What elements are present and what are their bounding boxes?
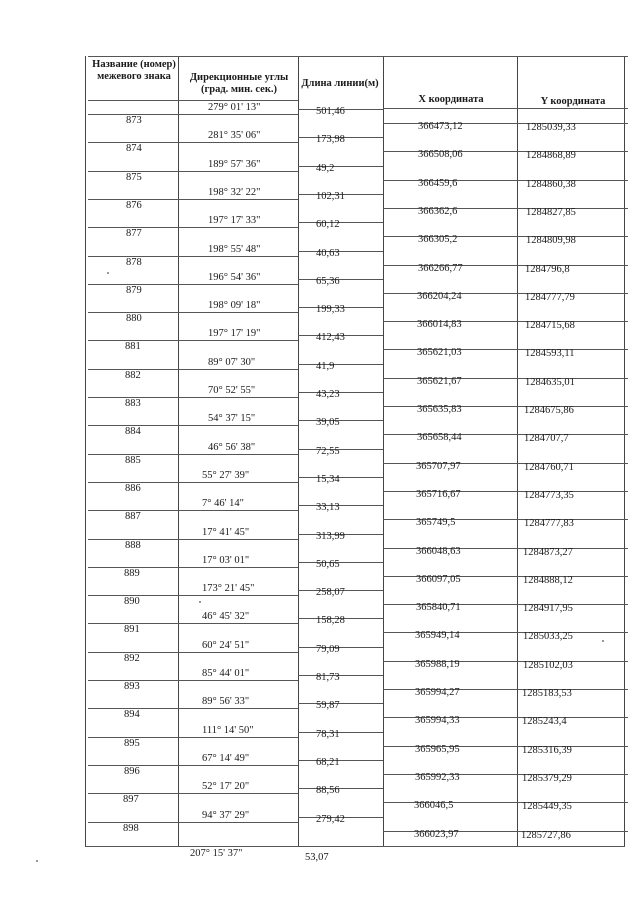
line-length-cell: 68,21: [316, 756, 340, 768]
table-row-rule-left: [88, 510, 298, 511]
point-name-cell: 891: [124, 624, 140, 636]
x-coordinate-cell: 365949,14: [415, 630, 460, 642]
line-length-cell: 60,12: [316, 219, 340, 231]
direction-angle-cell: 197° 17' 19": [208, 328, 261, 340]
line-length-cell: 43,23: [316, 389, 340, 400]
line-length-cell: 49,2: [316, 162, 335, 174]
table-row-rule-left: [88, 539, 298, 540]
point-name-cell: 879: [126, 284, 142, 296]
direction-angle-cell: 54° 37' 15": [208, 413, 256, 425]
table-border-vertical: [298, 56, 299, 846]
line-length-cell: 88,56: [316, 785, 340, 797]
point-name-cell: 881: [125, 341, 141, 353]
point-name-cell: 888: [125, 539, 141, 551]
table-row-rule-left: [88, 567, 298, 568]
y-coordinate-cell: 1285727,86: [521, 829, 571, 841]
y-coordinate-cell: 1284707,7: [524, 433, 569, 445]
point-name-cell: 889: [124, 567, 140, 579]
table-row-rule-left: [88, 454, 298, 455]
table-row-rule-left: [88, 171, 298, 172]
x-coordinate-cell: 366459,6: [418, 177, 458, 189]
line-length-cell: 313,99: [316, 530, 345, 542]
direction-angle-cell: 70° 52' 55": [208, 385, 256, 396]
table-row-rule-mid: [298, 703, 383, 704]
point-name-cell: 877: [126, 228, 142, 240]
direction-angle-cell: 173° 21' 45": [202, 583, 255, 595]
y-coordinate-cell: 1284809,98: [526, 235, 576, 247]
header-rule-left: [88, 100, 298, 101]
direction-angle-cell: 46° 45' 32": [202, 611, 250, 623]
x-coordinate-cell: 365965,95: [415, 743, 460, 755]
line-length-cell: 41,9: [316, 360, 335, 372]
direction-angle-cell: 67° 14' 49": [202, 752, 250, 764]
table-row-rule-left: [88, 142, 298, 143]
scan-speck: [602, 640, 604, 642]
direction-angle-cell: 111° 14' 50": [202, 724, 254, 736]
x-coordinate-cell: 365994,33: [415, 715, 460, 727]
point-name-cell: 886: [125, 482, 141, 494]
line-length-cell: 102,31: [316, 190, 345, 202]
direction-angle-cell: 60° 24' 51": [202, 639, 250, 651]
table-row-rule-left: [88, 114, 298, 115]
direction-angle-cell: 198° 55' 48": [208, 243, 261, 255]
y-coordinate-cell: 1284715,68: [525, 320, 575, 332]
y-coordinate-cell: 1284593,11: [525, 348, 575, 360]
line-length-cell: 78,31: [316, 728, 340, 740]
header-angle: Дирекционные углы (град. мин. сек.): [189, 72, 289, 95]
point-name-cell: 874: [126, 143, 142, 155]
point-name-cell: 894: [124, 709, 140, 721]
header-rule-right: [383, 108, 628, 109]
table-row-rule-mid: [298, 647, 383, 648]
table-row-rule-left: [88, 793, 298, 794]
line-length-cell: 199,33: [316, 304, 345, 316]
line-length-cell: 158,28: [316, 615, 345, 627]
y-coordinate-cell: 1285316,39: [522, 744, 572, 756]
direction-angle-cell: 197° 17' 33": [208, 215, 261, 227]
direction-angle-cell: 189° 57' 36": [208, 158, 261, 170]
x-coordinate-cell: 366097,05: [416, 573, 461, 585]
table-border-vertical: [178, 56, 179, 846]
x-coordinate-cell: 366023,97: [414, 828, 459, 840]
direction-angle-cell: 279° 01' 13": [208, 102, 261, 113]
table-row-rule-left: [88, 708, 298, 709]
point-name-cell: 890: [124, 596, 140, 608]
direction-angle-cell: 7° 46' 14": [202, 498, 244, 510]
line-length-cell: 81,73: [316, 672, 340, 683]
table-row-rule-mid: [298, 251, 383, 252]
scan-speck: [199, 601, 201, 603]
y-coordinate-cell: 1284796,8: [525, 263, 570, 275]
table-border-vertical: [624, 56, 625, 846]
y-coordinate-cell: 1284873,27: [523, 546, 573, 558]
table-border-vertical: [85, 56, 86, 846]
table-row-rule-mid: [298, 222, 383, 223]
table-row-rule-mid: [298, 392, 383, 393]
table-row-rule-left: [88, 369, 298, 370]
y-coordinate-cell: 1284917,95: [523, 603, 573, 615]
x-coordinate-cell: 365840,71: [416, 602, 461, 614]
table-row-rule-left: [88, 680, 298, 681]
table-row-rule-left: [88, 623, 298, 624]
y-coordinate-cell: 1285243,4: [522, 716, 567, 728]
x-coordinate-cell: 366266,77: [418, 262, 463, 274]
point-name-cell: 892: [124, 652, 140, 664]
y-coordinate-cell: 1284777,83: [524, 518, 574, 530]
direction-angle-cell: 89° 07' 30": [208, 356, 256, 368]
line-length-cell: 501,46: [316, 106, 345, 117]
direction-angle-cell: 55° 27' 39": [202, 469, 250, 481]
x-coordinate-cell: 366362,6: [418, 205, 458, 217]
y-coordinate-cell: 1284760,71: [524, 461, 574, 473]
direction-angle-cell: 89° 56' 33": [202, 696, 250, 708]
y-coordinate-cell: 1284888,12: [523, 574, 573, 586]
line-length-cell: 53,07: [305, 851, 329, 863]
x-coordinate-cell: 365992,33: [415, 771, 460, 783]
table-row-rule-left: [88, 397, 298, 398]
header-length: Длина линии(м): [301, 78, 379, 89]
table-row-rule-mid: [298, 364, 383, 365]
table-row-rule-mid: [298, 675, 383, 676]
table-row-rule-mid: [298, 166, 383, 167]
table-row-rule-mid: [298, 420, 383, 421]
y-coordinate-cell: 1285102,03: [523, 659, 573, 671]
direction-angle-cell: 198° 09' 18": [208, 300, 261, 312]
x-coordinate-cell: 365658,44: [417, 432, 462, 444]
x-coordinate-cell: 365988,19: [415, 658, 460, 670]
y-coordinate-cell: 1285033,25: [523, 631, 573, 643]
table-row-rule-left: [88, 256, 298, 257]
line-length-cell: 173,98: [316, 134, 345, 146]
table-row-rule-mid: [298, 788, 383, 789]
x-coordinate-cell: 365707,97: [416, 460, 461, 472]
point-name-cell: 885: [125, 454, 141, 466]
point-name-cell: 887: [125, 511, 141, 523]
x-coordinate-cell: 366048,63: [416, 545, 461, 557]
line-length-cell: 412,43: [316, 332, 345, 344]
y-coordinate-cell: 1284635,01: [525, 376, 575, 388]
line-length-cell: 72,55: [316, 445, 340, 457]
table-row-rule-left: [88, 284, 298, 285]
table-row-rule-left: [88, 737, 298, 738]
x-coordinate-cell: 365621,03: [417, 347, 462, 359]
direction-angle-cell: 85° 44' 01": [202, 668, 250, 679]
y-coordinate-cell: 1284868,89: [526, 150, 576, 162]
table-border-vertical: [517, 56, 518, 846]
point-name-cell: 895: [124, 737, 140, 749]
direction-angle-cell: 94° 37' 29": [202, 809, 250, 821]
point-name-cell: 880: [126, 313, 142, 325]
line-length-cell: 39,05: [316, 417, 340, 429]
header-name: Название (номер) межевого знака: [92, 59, 176, 82]
table-row-rule-mid: [298, 505, 383, 506]
point-name-cell: 873: [126, 115, 142, 126]
x-coordinate-cell: 366204,24: [417, 290, 462, 302]
direction-angle-cell: 207° 15' 37": [190, 847, 243, 859]
line-length-cell: 258,07: [316, 587, 345, 599]
x-coordinate-cell: 366473,12: [418, 121, 463, 132]
table-border-bottom: [85, 846, 625, 847]
point-name-cell: 875: [126, 171, 142, 183]
table-row-rule-left: [88, 822, 298, 823]
point-name-cell: 883: [125, 398, 141, 409]
x-coordinate-cell: 366046,5: [414, 800, 454, 812]
table-row-rule-left: [88, 227, 298, 228]
line-length-cell: 15,34: [316, 473, 340, 485]
point-name-cell: 876: [126, 199, 142, 211]
x-coordinate-cell: 365635,83: [417, 404, 462, 415]
line-length-cell: 65,36: [316, 275, 340, 287]
y-coordinate-cell: 1284777,79: [525, 291, 575, 303]
direction-angle-cell: 17° 03' 01": [202, 554, 250, 566]
point-name-cell: 882: [125, 369, 141, 381]
table-row-rule-left: [88, 312, 298, 313]
x-coordinate-cell: 365994,27: [415, 687, 460, 698]
x-coordinate-cell: 365621,67: [417, 375, 462, 387]
point-name-cell: 884: [125, 426, 141, 438]
direction-angle-cell: 196° 54' 36": [208, 271, 261, 283]
table-border-vertical: [383, 56, 384, 846]
header-x: X координата: [418, 94, 484, 105]
y-coordinate-cell: 1285449,35: [522, 801, 572, 813]
direction-angle-cell: 17° 41' 45": [202, 526, 250, 538]
y-coordinate-cell: 1285379,29: [522, 772, 572, 784]
y-coordinate-cell: 1284675,86: [524, 405, 574, 416]
scan-speck: [36, 860, 38, 862]
x-coordinate-cell: 366014,83: [417, 319, 462, 331]
y-coordinate-cell: 1284773,35: [524, 489, 574, 501]
scan-speck: [107, 272, 109, 274]
x-coordinate-cell: 366305,2: [418, 234, 458, 246]
line-length-cell: 40,63: [316, 247, 340, 259]
y-coordinate-cell: 1284827,85: [526, 206, 576, 218]
x-coordinate-cell: 365716,67: [416, 488, 461, 500]
table-row-rule-left: [88, 595, 298, 596]
table-row-rule-left: [88, 765, 298, 766]
table-row-rule-mid: [298, 477, 383, 478]
header-y: Y координата: [540, 96, 606, 107]
y-coordinate-cell: 1285183,53: [522, 688, 572, 699]
direction-angle-cell: 52° 17' 20": [202, 781, 250, 793]
point-name-cell: 878: [126, 256, 142, 268]
x-coordinate-cell: 365749,5: [416, 517, 456, 529]
table-row-rule-left: [88, 199, 298, 200]
y-coordinate-cell: 1284860,38: [526, 178, 576, 190]
table-row-rule-left: [88, 482, 298, 483]
y-coordinate-cell: 1285039,33: [526, 122, 576, 133]
table-row-rule-mid: [298, 760, 383, 761]
point-name-cell: 897: [123, 794, 139, 806]
table-row-rule-left: [88, 652, 298, 653]
line-length-cell: 79,09: [316, 643, 340, 655]
table-row-rule-left: [88, 425, 298, 426]
line-length-cell: 33,13: [316, 502, 340, 514]
direction-angle-cell: 46° 56' 38": [208, 441, 256, 453]
line-length-cell: 279,42: [316, 813, 345, 825]
point-name-cell: 898: [123, 822, 139, 834]
table-row-rule-mid: [298, 562, 383, 563]
table-row-rule-left: [88, 340, 298, 341]
line-length-cell: 50,65: [316, 558, 340, 570]
point-name-cell: 893: [124, 681, 140, 692]
table-row-rule-mid: [298, 279, 383, 280]
table-row-rule-mid: [298, 449, 383, 450]
table-border-top: [88, 56, 628, 57]
line-length-cell: 59,87: [316, 700, 340, 712]
table-row-rule-mid: [298, 732, 383, 733]
direction-angle-cell: 281° 35' 06": [208, 130, 261, 142]
point-name-cell: 896: [124, 765, 140, 777]
direction-angle-cell: 198° 32' 22": [208, 186, 261, 198]
x-coordinate-cell: 366508,06: [418, 149, 463, 161]
